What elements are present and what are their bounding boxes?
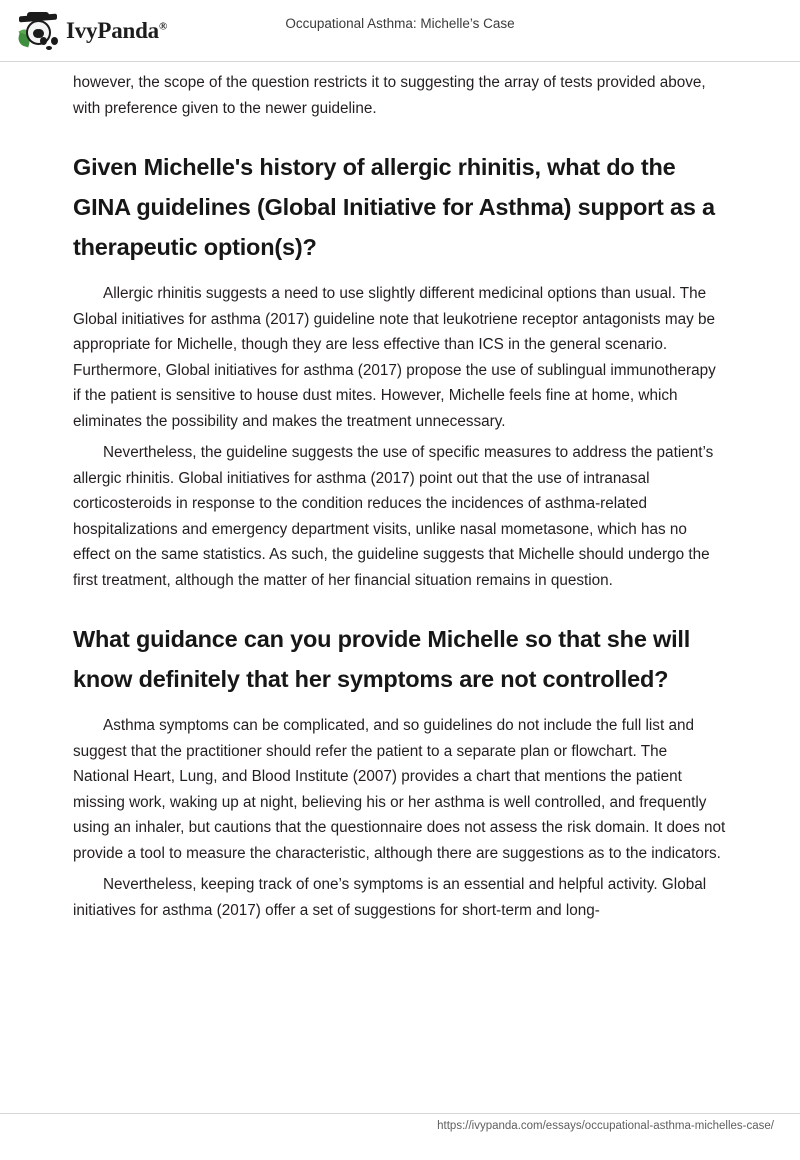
- continued-paragraph: however, the scope of the question restricts it to suggesting the array of tests provided above, with preference given to the newer guideline.: [73, 74, 706, 117]
- panda-snout: [46, 46, 52, 50]
- footer-divider: [0, 1113, 800, 1114]
- panda-eye-left: [40, 37, 47, 45]
- footer-source-url[interactable]: https://ivypanda.com/essays/occupational-asthma-michelles-case/: [437, 1120, 774, 1132]
- document-body: [73, 70, 727, 929]
- paragraph-gina-1: Allergic rhinitis suggests a need to use slightly different medicinal options than usual. The Global initiatives for asthma (2017) guideline note that leukotriene receptor antagonists may be appropriate for Michelle, though they are less effective than ICS in the general scenario. Furthermore, Global initiatives for asthma (2017) propose the use of sublingual immunotherapy if the patient is sensitive to house dust mites. However, Michelle feels fine at home, which eliminates the possibility and makes the treatment unnecessary.: [73, 285, 716, 430]
- page-header: [0, 0, 800, 62]
- panda-eye-right: [51, 37, 58, 45]
- paragraph-guidance-1: Asthma symptoms can be complicated, and so guidelines do not include the full list and suggest that the practitioner should refer the patient to a separate plan or flowchart. The National Heart, Lung, and Blood Institute (2007) provides a chart that mentions the patient missing work, waking up at night, believing his or her asthma is well controlled, and frequently using an inhaler, but cautions that the questionnaire does not assess the risk domain. It does not provide a tool to measure the characteristic, although there are suggestions as to the indicators.: [73, 717, 726, 862]
- section-heading-gina: Given Michelle's history of allergic rhinitis, what do the GINA guidelines (Global Initiative for Asthma) support as a therapeutic option(s)?: [73, 154, 715, 260]
- brand-name-text: IvyPanda: [66, 18, 159, 43]
- section-heading-guidance: What guidance can you provide Michelle so that she will know definitely that her symptoms are not controlled?: [73, 626, 691, 692]
- header-divider: [0, 61, 800, 62]
- page-title: Occupational Asthma: Michelle’s Case: [285, 16, 515, 31]
- registered-mark: ®: [158, 20, 168, 33]
- paragraph-gina-2: Nevertheless, the guideline suggests the use of specific measures to address the patient’s allergic rhinitis. Global initiatives for asthma (2017) point out that the use of intranasal corticosteroids in response to the condition reduces the incidences of asthma-related hospitalizations and emergency department visits, unlike nasal mometasone, which has no effect on the same statistics. As such, the guideline suggests that Michelle should undergo the first treatment, although the matter of her financial situation remains in question.: [73, 444, 714, 589]
- paragraph-guidance-2: Nevertheless, keeping track of one’s symptoms is an essential and helpful activity. Global initiatives for asthma (2017) offer a set of suggestions for short-term and long-: [73, 876, 707, 919]
